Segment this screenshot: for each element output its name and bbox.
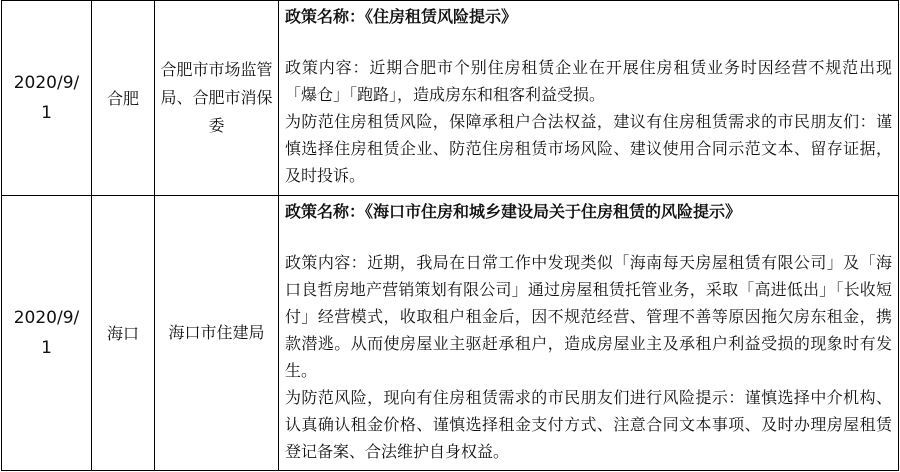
table-row — [2, 1, 899, 196]
department-cell — [155, 196, 279, 471]
policy-content-paragraph: 政策内容：近期，我局在日常工作中发现类似「海南每天房屋租赁有限公司」及「海口良哲房地产营销策划有限公司」通过房屋租赁托管业务，采取「高进低出」「长收短付」经营模式，收取租户租金后，因不规范经营、管理不善等原因拖欠房东租金，携款潜逃。从而使房屋业主驱赶承租户，造成房屋业主及承租户利益受损的现象时有发生。 — [285, 253, 892, 380]
department-text: 海口市住建局 — [168, 323, 265, 342]
policy-advice-paragraph: 为防范风险，现向有住房租赁需求的市民朋友们进行风险提示：谨慎选择中介机构、认真确认租金价格、谨慎选择租金支付方式、注意合同文本事项、及时办理房屋租赁登记备案、合法维护自身权益。 — [285, 388, 892, 461]
policy-name: 政策名称：《海口市住房和城乡建设局关于住房租赁的风险提示》 — [285, 202, 742, 221]
table-row — [2, 196, 899, 471]
policy-content-paragraph: 政策内容：近期合肥市个别住房租赁企业在开展住房租赁业务时因经营不规范出现「爆仓」「跑路」，造成房东和租客利益受损。 — [285, 58, 892, 104]
policy-advice-paragraph: 为防范住房租赁风险，保障承租户合法权益，建议有住房租赁需求的市民朋友们：谨慎选择住房租赁企业、防范住房租赁市场风险、建议使用合同示范文本、留存证据，及时投诉。 — [285, 112, 892, 185]
city-text: 合肥 — [106, 88, 139, 108]
department-text: 合肥市市场监管局、合肥市消保委 — [160, 60, 273, 135]
date-text: 2020/9/1 — [13, 308, 80, 358]
city-cell — [92, 1, 155, 196]
date-cell — [2, 196, 92, 471]
blank-line — [285, 30, 892, 54]
department-cell — [155, 1, 279, 196]
date-cell — [2, 1, 92, 196]
policy-table — [1, 0, 899, 471]
content-cell — [279, 196, 899, 471]
city-cell — [92, 196, 155, 471]
city-text: 海口 — [106, 323, 139, 343]
policy-name: 政策名称：《住房租赁风险提示》 — [285, 7, 518, 26]
blank-line — [285, 225, 892, 249]
content-cell — [279, 1, 899, 196]
date-text: 2020/9/1 — [13, 73, 80, 123]
